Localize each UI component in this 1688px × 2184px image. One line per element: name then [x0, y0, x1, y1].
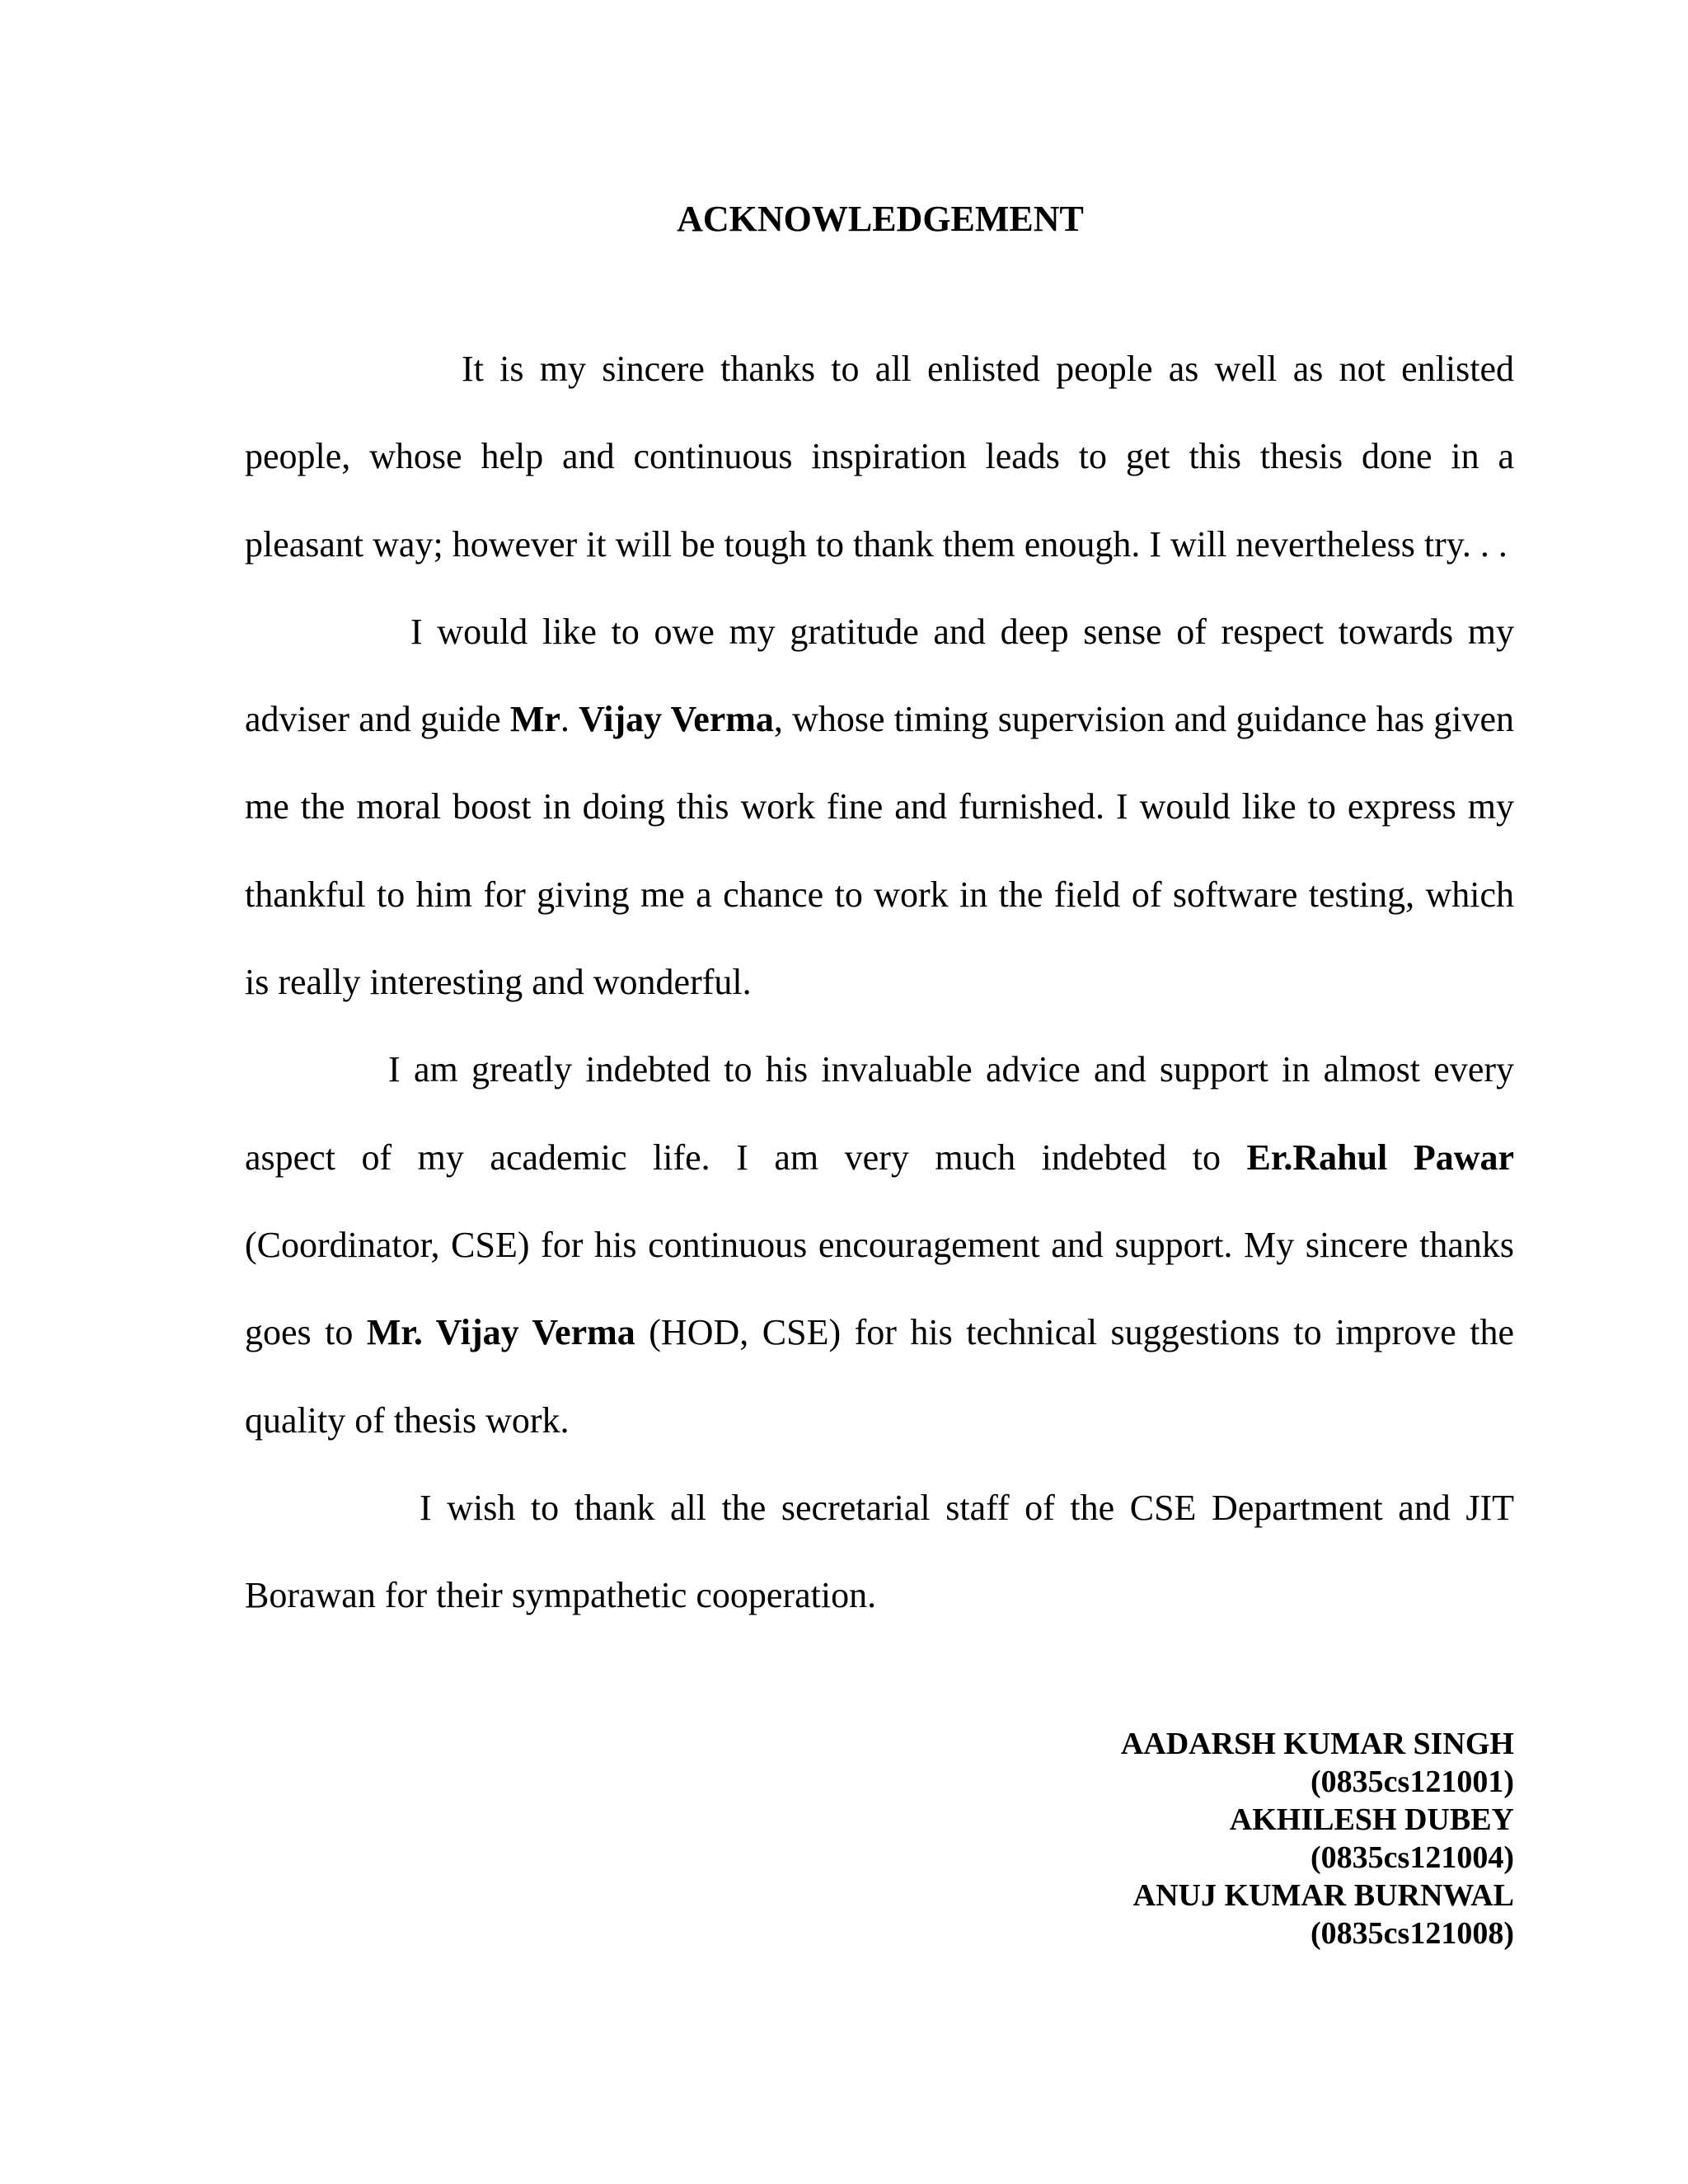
signatory-id: (0835cs121004) [1311, 1840, 1514, 1875]
paragraph-2-text-3: , whose timing supervision and guidance has given me the moral boost in doing this work fine and furnished. I would like to express my thankful to him for giving me a chance to work in the field of software testing, which is really interesting and wonderful. [245, 699, 1515, 1003]
paragraph-3-text-2: (Coordinator, CSE) for his continuous encouragement and support. My sincere thanks goes to [245, 1224, 1514, 1353]
paragraph-3-text-3: (HOD, CSE) for his technical suggestions to improve the quality of thesis work. [245, 1312, 1514, 1441]
signatory-id: (0835cs121001) [1311, 1765, 1514, 1799]
page-title: ACKNOWLEDGEMENT [677, 199, 1084, 239]
paragraph-2 [245, 588, 1514, 1026]
paragraph-3-text-1: I am greatly indebted to his invaluable advice and support in almost every aspect of my academic life. I am very much indebted to [245, 1049, 1514, 1178]
paragraph-2-text-1: I would like to owe my gratitude and deep sense of respect towards my adviser and guide [245, 611, 1514, 740]
signatory-id: (0835cs121008) [1311, 1916, 1514, 1951]
signatory-name: AKHILESH DUBEY [1229, 1802, 1514, 1837]
paragraph-4 [245, 1465, 1514, 1640]
paragraph-1 [245, 326, 1514, 588]
paragraph-3 [245, 1026, 1514, 1464]
signatory-name: ANUJ KUMAR BURNWAL [1132, 1878, 1514, 1913]
signatory-name: AADARSH KUMAR SINGH [1120, 1727, 1514, 1761]
paragraph-4-text: I wish to thank all the secretarial staff of the CSE Department and JIT Borawan for their sympathetic cooperation. [245, 1487, 1514, 1616]
hod-name: Mr. Vijay Verma [366, 1312, 635, 1353]
guide-name: Vijay Verma [579, 699, 774, 740]
paragraph-2-text-2: . [560, 699, 579, 740]
guide-title: Mr [509, 699, 560, 740]
coordinator-name: Er.Rahul Pawar [1246, 1137, 1514, 1178]
paragraph-1-text: It is my sincere thanks to all enlisted people as well as not enlisted people, whose help and continuous inspiration leads to get this thesis done in a pleasant way; however it will be tough to thank them enough. I will nevertheless try. . . [245, 349, 1514, 565]
signature-block [1121, 1725, 1514, 1952]
acknowledgement-body [245, 326, 1514, 1639]
